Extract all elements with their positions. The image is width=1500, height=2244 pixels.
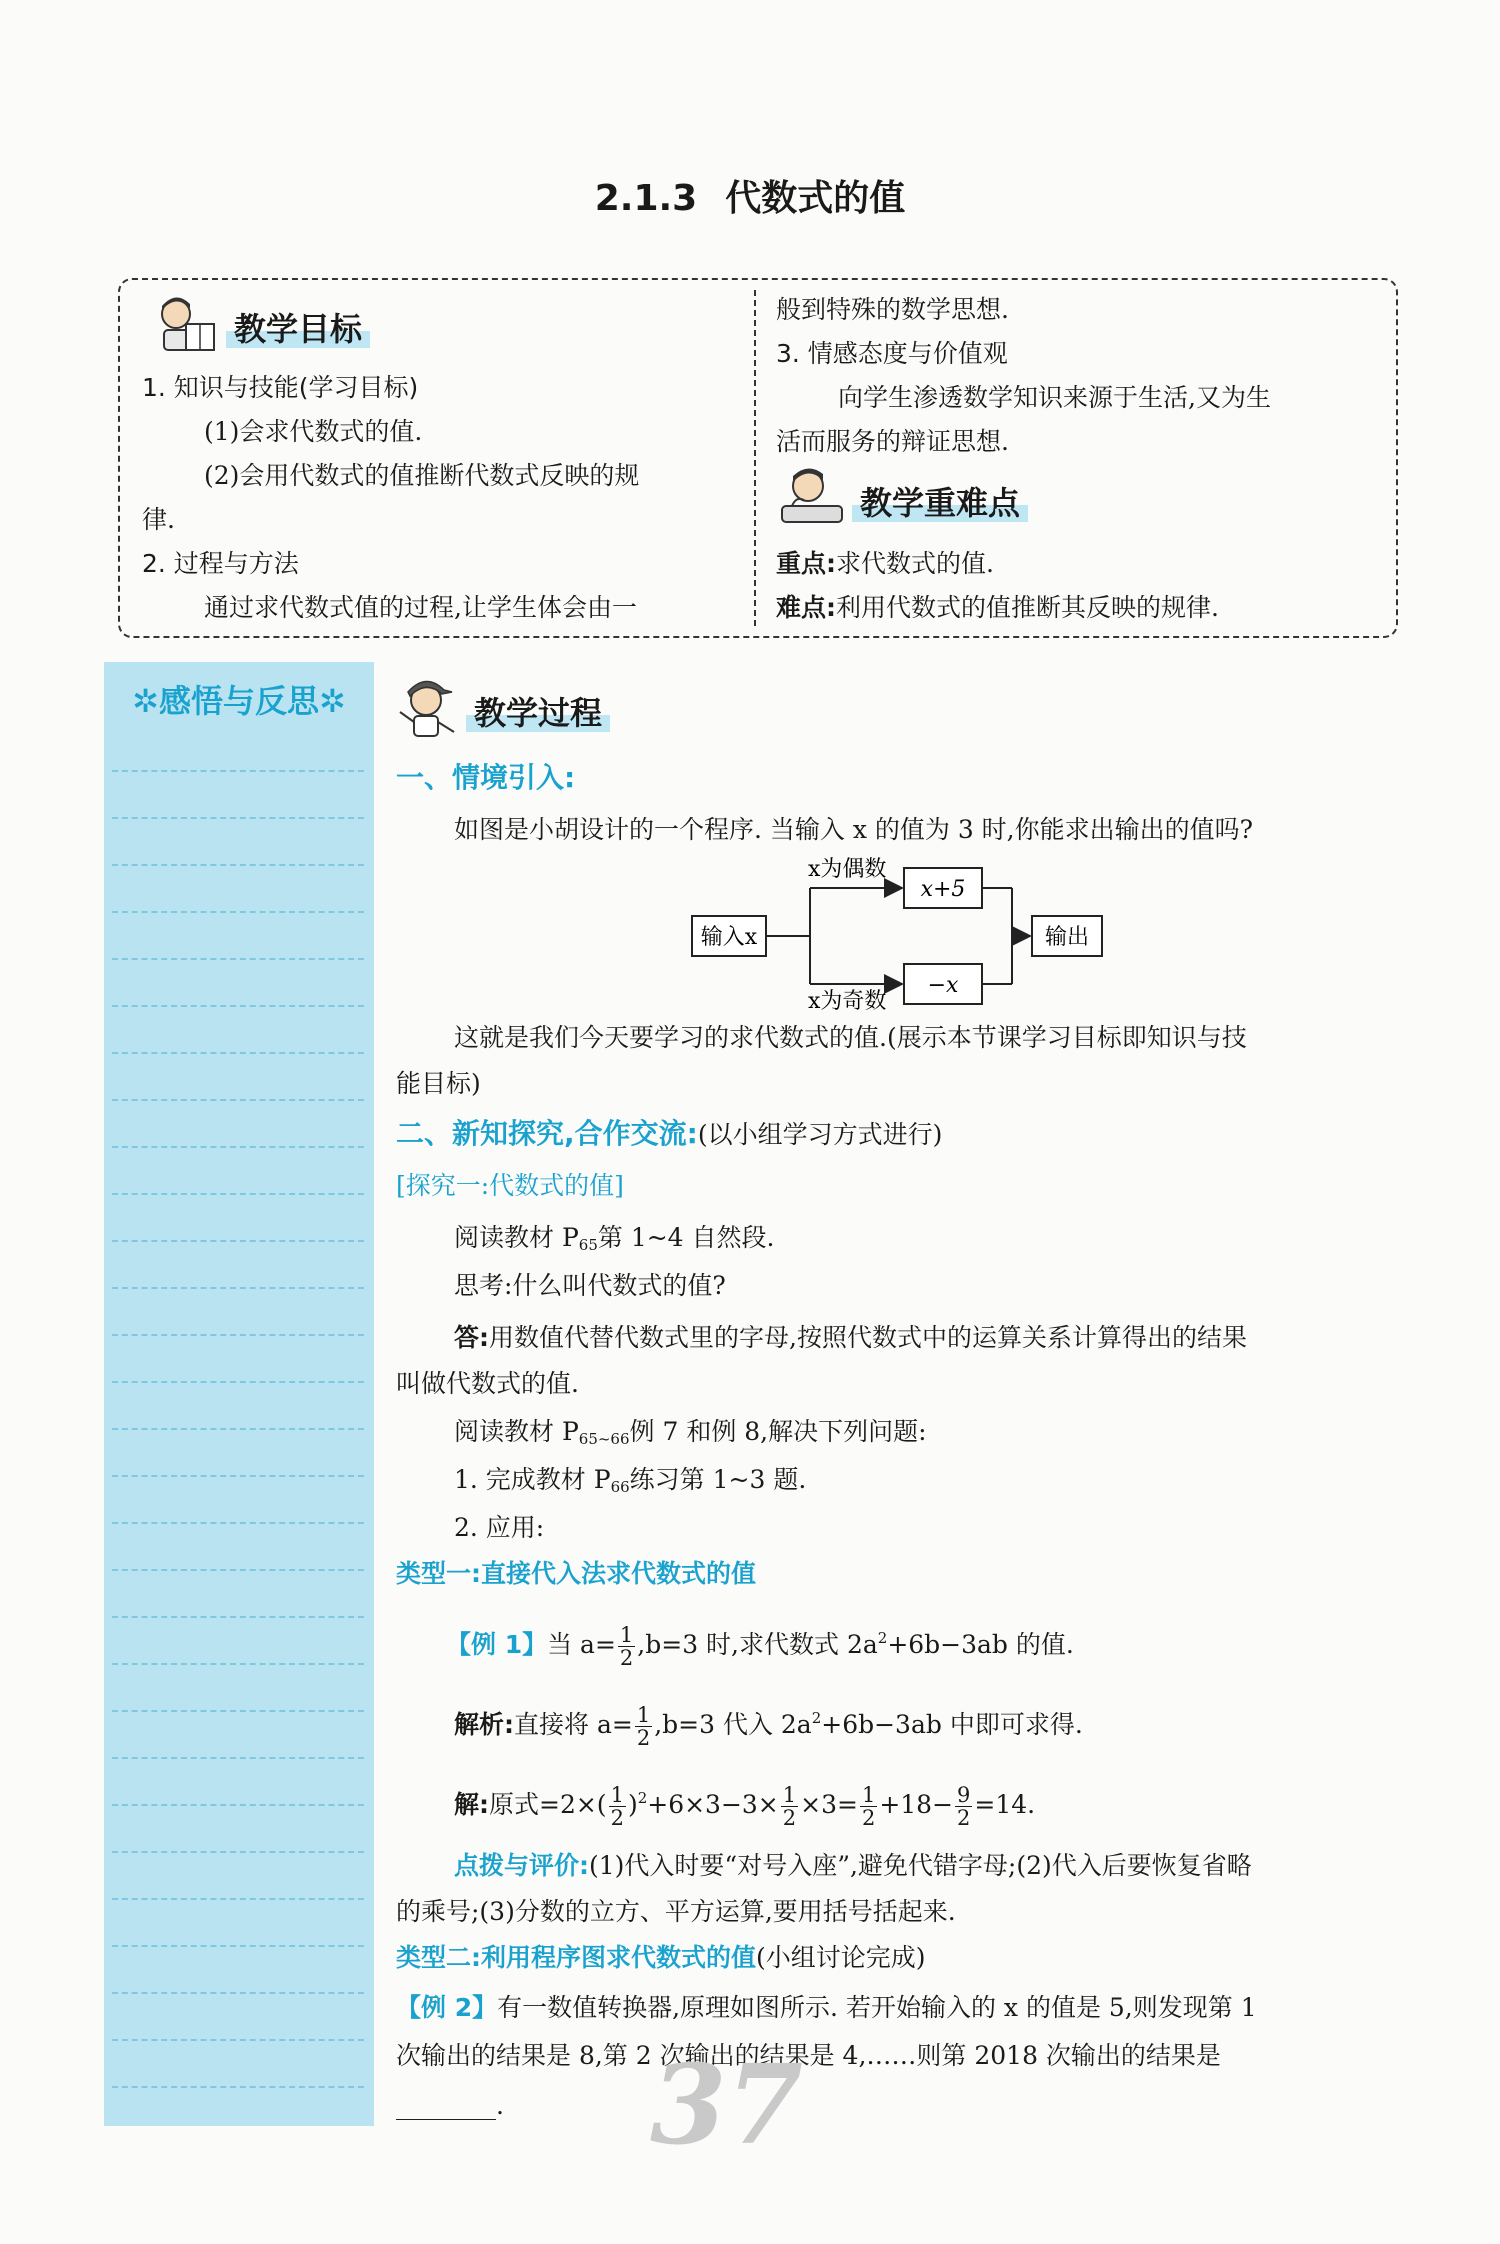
- sidebar-rule: [112, 1240, 364, 1242]
- flow-even-label: x为偶数: [808, 857, 887, 882]
- section2-line: [396, 1112, 942, 1157]
- sidebar-rule: [112, 911, 364, 913]
- key-text: 求代数式的值.: [836, 549, 994, 578]
- section-number: 2.1.3: [594, 178, 698, 219]
- sidebar-rule: [112, 1663, 364, 1665]
- explore1-heading: [探究一:代数式的值]: [396, 1171, 624, 1200]
- ex1-half-fraction: $\frac{1}{2}$: [619, 1623, 634, 1670]
- obj-item2-text2: 般到特殊的数学思想.: [776, 295, 1009, 324]
- sidebar-title: ✲感悟与反思✲: [132, 682, 346, 720]
- flow-odd-label: x为奇数: [808, 989, 887, 1012]
- sidebar-rule: [112, 2039, 364, 2041]
- sidebar-rule: [112, 817, 364, 819]
- sidebar-rule: [112, 1193, 364, 1195]
- read2-line: [454, 1410, 927, 1461]
- difficulty-line: [776, 586, 1219, 630]
- objectives-heading-wrap: [226, 304, 370, 350]
- an1-c: +6b−3ab 中即可求得.: [821, 1710, 1083, 1739]
- task1-a: 1. 完成教材 P: [454, 1465, 611, 1494]
- tip-label: 点拨与评价:: [454, 1851, 589, 1880]
- analysis1-line: 解析:直接将 a= $\frac{1}{2}$ ,b=3 代入 $2a^2+6b-3ab$ 中即可求得.: [454, 1703, 1083, 1750]
- process-heading: 教学过程: [466, 694, 610, 732]
- obj-item2-text: 通过求代数式值的过程,让学生体会由一: [204, 593, 637, 622]
- obj-item1-a: (1)会求代数式的值.: [204, 417, 423, 446]
- student-cap-icon: [392, 672, 462, 742]
- read2-b: 例 7 和例 8,解决下列问题:: [629, 1417, 927, 1446]
- sidebar-rule: [112, 864, 364, 866]
- an1-b: ,b=3 代入 2a: [654, 1710, 812, 1739]
- type1-heading: 类型一:直接代入法求代数式的值: [396, 1559, 756, 1588]
- read1-b: 第 1~4 自然段.: [597, 1223, 775, 1252]
- keypoints-heading-wrap: [852, 478, 1028, 524]
- sidebar-rule: [112, 1804, 364, 1806]
- section2-tail: (以小组学习方式进行): [697, 1120, 943, 1149]
- sidebar-rule: [112, 1146, 364, 1148]
- sidebar-rule: [112, 2086, 364, 2088]
- answer-label: 答:: [454, 1323, 489, 1352]
- sidebar-rule: [112, 1005, 364, 1007]
- ex2-text2: 次输出的结果是 8,第 2 次输出的结果是 4,……则第 2018 次输出的结果是: [396, 2041, 1221, 2070]
- section1-heading: 一、情境引入:: [396, 761, 576, 794]
- sidebar-rule: [112, 1992, 364, 1994]
- sidebar-rule: [112, 958, 364, 960]
- task1-line: [454, 1458, 806, 1509]
- box-divider: [754, 290, 756, 626]
- diff-text: 利用代数式的值推断其反映的规律.: [836, 593, 1219, 622]
- sidebar-rule: [112, 1569, 364, 1571]
- flow-input-label: 输入x: [700, 925, 758, 950]
- ex2-blank: ________.: [396, 2091, 504, 2120]
- obj-item1-title: 1. 知识与技能(学习目标): [142, 373, 419, 402]
- sidebar-rule: [112, 1851, 364, 1853]
- keypoints-heading: 教学重难点: [852, 484, 1028, 522]
- task1-b: 练习第 1~3 题.: [629, 1465, 807, 1494]
- obj-item1-b: (2)会用代数式的值推断代数式反映的规: [204, 461, 640, 490]
- sidebar-rule: [112, 1287, 364, 1289]
- type2-heading: 类型二:利用程序图求代数式的值: [396, 1943, 756, 1972]
- obj-item3-title: 3. 情感态度与价值观: [776, 339, 1008, 368]
- process-heading-wrap: [466, 688, 610, 734]
- solution1-line: 解:原式=2×( $\frac{1}{2}$ )$^2$+6×3−3× $\frac{1}{2}$ ×3= $\frac{1}{2}$ +18− $\frac{9}{2}$ =14.: [454, 1783, 1036, 1830]
- an1-a: 直接将 a=: [514, 1710, 633, 1739]
- objectives-heading: 教学目标: [226, 310, 370, 348]
- ex2-text: 有一数值转换器,原理如图所示. 若开始输入的 x 的值是 5,则发现第 1: [497, 1993, 1257, 2022]
- sidebar-rule: [112, 1616, 364, 1618]
- ex1-a: 当 a=: [547, 1630, 616, 1659]
- tip-text: (1)代入时要“对号入座”,避免代错字母;(2)代入后要恢复省略: [589, 1851, 1252, 1880]
- page-title: [0, 170, 1500, 221]
- flow-output-label: 输出: [1044, 925, 1090, 950]
- obj-item2-title: 2. 过程与方法: [142, 549, 299, 578]
- page-number: 37: [650, 2040, 804, 2169]
- an1-label: 解析:: [454, 1710, 514, 1739]
- ex2-label: 【例 2】: [396, 1993, 498, 2022]
- sidebar-rule: [112, 770, 364, 772]
- type2-tail: (小组讨论完成): [756, 1943, 926, 1972]
- flow-odd-op: −x: [927, 973, 959, 998]
- sidebar-rule: [112, 1099, 364, 1101]
- an1-half-fraction: $\frac{1}{2}$: [636, 1703, 651, 1750]
- obj-item3-text2: 活而服务的辩证思想.: [776, 427, 1009, 456]
- answer-text: 用数值代替代数式里的字母,按照代数式中的运算关系计算得出的结果: [489, 1323, 1247, 1352]
- think-line: 思考:什么叫代数式的值?: [454, 1271, 726, 1300]
- tip-line: [454, 1844, 1252, 1888]
- tip-text2: 的乘号;(3)分数的立方、平方运算,要用括号括起来.: [396, 1897, 956, 1926]
- student-thinking-icon: [776, 462, 850, 526]
- key-label: 重点:: [776, 549, 836, 578]
- task2-line: 2. 应用:: [454, 1513, 545, 1542]
- read2-sub: 65~66: [578, 1430, 630, 1448]
- sidebar-rule: [112, 1522, 364, 1524]
- example1-line: 【例 1】当 a= $\frac{1}{2}$ ,b=3 时,求代数式 $2a^2+6b-3ab$ 的值.: [446, 1623, 1074, 1670]
- keypoint-line: [776, 542, 994, 586]
- s1-text: 如图是小胡设计的一个程序. 当输入 x 的值为 3 时,你能求出输出的值吗?: [454, 815, 1254, 844]
- sol-label: 解:: [454, 1790, 489, 1819]
- s1-after: 这就是我们今天要学习的求代数式的值.(展示本节课学习目标即知识与技: [454, 1023, 1247, 1052]
- read1-a: 阅读教材 P: [454, 1223, 579, 1252]
- read2-a: 阅读教材 P: [454, 1417, 579, 1446]
- sidebar-rule: [112, 1945, 364, 1947]
- answer-text2: 叫做代数式的值.: [396, 1369, 579, 1398]
- sidebar-rule: [112, 1334, 364, 1336]
- s1-after2: 能目标): [396, 1069, 481, 1098]
- obj-item1-b2: 律.: [142, 505, 175, 534]
- program-flowchart: [680, 852, 1120, 1012]
- reflection-sidebar: [104, 662, 374, 2126]
- sidebar-rule: [112, 1898, 364, 1900]
- type2-line: [396, 1936, 926, 1980]
- ex1-b: ,b=3 时,求代数式 2a: [637, 1630, 878, 1659]
- read1-sub: 65: [578, 1236, 598, 1254]
- flow-even-op: x+5: [920, 877, 966, 902]
- task1-sub: 66: [610, 1478, 630, 1496]
- sidebar-rule: [112, 1428, 364, 1430]
- sidebar-rule: [112, 1757, 364, 1759]
- teacher-reading-icon: [150, 294, 222, 356]
- sidebar-rule: [112, 1381, 364, 1383]
- section-title: 代数式的值: [725, 178, 906, 219]
- sidebar-rule: [112, 1052, 364, 1054]
- obj-item3-text: 向学生渗透数学知识来源于生活,又为生: [838, 383, 1271, 412]
- diff-label: 难点:: [776, 593, 836, 622]
- sidebar-rule: [112, 1475, 364, 1477]
- answer-line: [454, 1316, 1247, 1360]
- section2-heading: 二、新知探究,合作交流:: [396, 1117, 698, 1150]
- ex1-c: +6b−3ab 的值.: [887, 1630, 1074, 1659]
- sidebar-rule: [112, 1710, 364, 1712]
- ex1-label: 【例 1】: [446, 1630, 548, 1659]
- read1-line: [454, 1216, 774, 1267]
- example2-line: [396, 1986, 1257, 2030]
